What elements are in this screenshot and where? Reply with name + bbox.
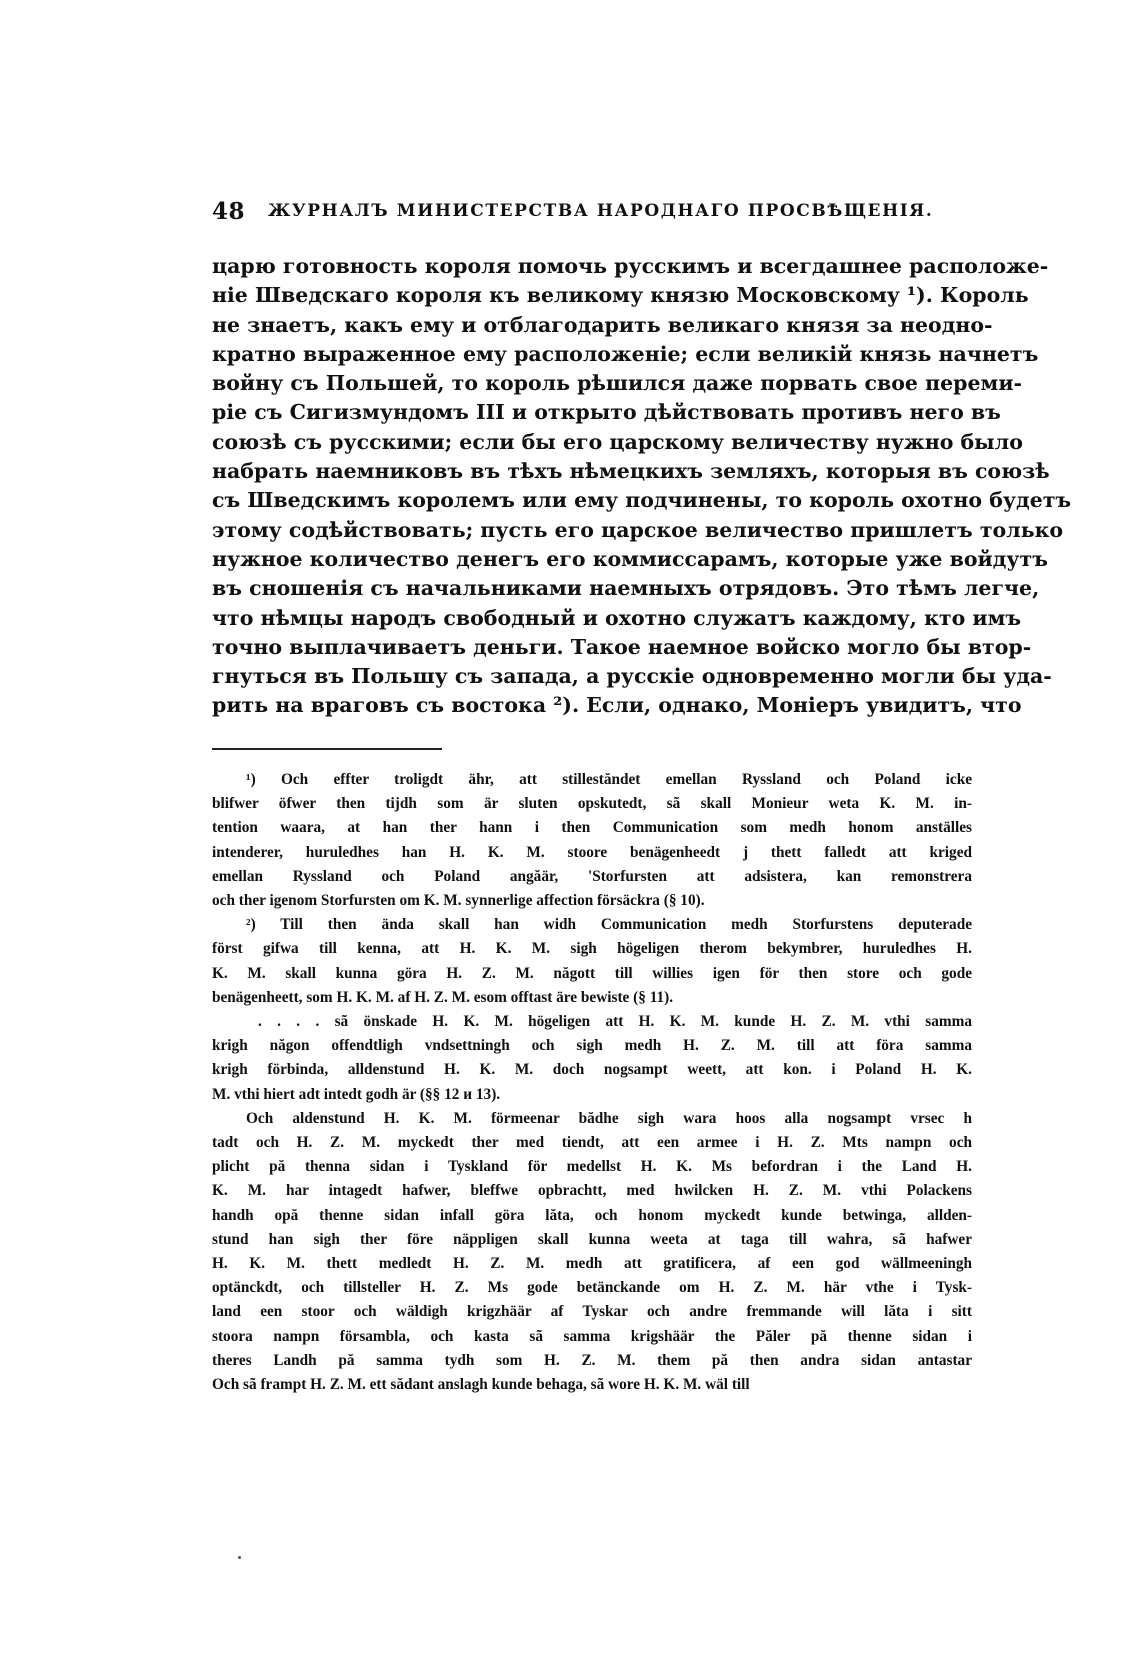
footnote-line: handh opă thenne sidan infall göra lăta, och honom myckedt kunde betwinga, allden- (212, 1206, 972, 1224)
footnote-line: benägenheett, som H. K. M. af H. Z. M. esom offtast äre bewiste (§ 11). (212, 988, 674, 1006)
footnote-line: plicht pă thenna sidan i Tyskland för medellst H. K. Ms befordran i the Land H. (212, 1158, 972, 1176)
main-text-line: царю готовность короля помочь русскимъ и всегдашнее расположе- (212, 254, 1049, 278)
footnote-line: . . . . sã önskade H. K. M. högeligen att H. K. M. kunde H. Z. M. vthi samma (258, 1013, 972, 1031)
footnote-line: krigh năgon offendtligh vndsettningh och sigh medh H. Z. M. till att föra samma (212, 1037, 972, 1055)
footnote-separator-rule (212, 748, 442, 750)
main-text-line: ріе съ Сигизмундомъ III и открыто дѣйствовать противъ него въ (212, 400, 1001, 425)
main-text-line: союзѣ съ русскими; если бы его царскому величеству нужно было (212, 429, 1023, 454)
footnote-line: stund han sigh ther före näppligen skall kunna weeta at taga till wahra, sã hafwer (212, 1230, 972, 1248)
footnote-line: Och sã frampt H. Z. M. ett sădant anslagh kunde behaga, sã wore H. K. M. wäl till (212, 1376, 750, 1394)
footnote-line: tention waara, at han ther hann i then Communication som medh honom anställes (212, 819, 972, 837)
main-text-line: точно выплачиваетъ деньги. Такое наемное войско могло бы втор- (212, 634, 1032, 659)
footnote-line: och ther igenom Storfursten om K. M. synnerlige affection försäckra (§ 10). (212, 892, 705, 910)
footnote-paragraph (212, 1107, 972, 1397)
main-text-line: въ сношенія съ начальниками наемныхъ отрядовъ. Это тѣмъ легче, (212, 576, 1040, 601)
footnote-paragraph (212, 913, 972, 1010)
footnote-line: H. K. M. thett medledt H. Z. M. medh att gratificera, af een god wällmeeningh (212, 1255, 972, 1273)
page-header (212, 198, 972, 228)
running-title: ЖУРНАЛЪ МИНИСТЕРСТВА НАРОДНАГО ПРОСВѢЩЕНІЯ. (268, 201, 934, 221)
footnote-line: land een stoor och wäldigh krigzhäär af Tyskar och andre fremmande will lăta i sitt (212, 1303, 972, 1321)
footnote-line: Och aldenstund H. K. M. förmeenar bădhe sigh wara hoos alla nogsampt vrsec h (246, 1109, 972, 1127)
footnote-line: först gifwa till kenna, att H. K. M. sigh högeligen therom bekymbrer, huruledhes H. (212, 940, 972, 958)
main-text-line: гнуться въ Польшу съ запада, а русскіе одновременно могли бы уда- (212, 664, 1052, 689)
main-text-line: кратно выраженное ему расположеніе; если великій князь начнетъ (212, 341, 1039, 366)
print-speck (238, 1556, 241, 1559)
footnote-line: theres Landh pă samma tydh som H. Z. M. them pă then andra sidan antastar (212, 1351, 972, 1369)
footnote-line: M. vthi hiert adt intedt godh är (§§ 12 и 13). (212, 1085, 501, 1103)
footnote-line: tadt och H. Z. M. myckedt ther med tiendt, att een armee i H. Z. Mts nampn och (212, 1134, 972, 1152)
footnote-line: intenderer, huruledhes han H. K. M. stoore benägenheedt j thett falledt att kriged (212, 843, 972, 861)
footnote-line: krigh förbinda, alldenstund H. K. M. doch nogsampt weett, att kon. i Poland H. K. (212, 1061, 972, 1079)
footnote-line: ¹) Och effter troligdt ähr, att stillestăndet emellan Ryssland och Poland icke (246, 771, 972, 788)
main-text-line: набрать наемниковъ въ тѣхъ нѣмецкихъ земляхъ, которыя въ союзѣ (212, 459, 1050, 484)
main-text-line: съ Шведскимъ королемъ или ему подчинены, то король охотно будетъ (212, 488, 1072, 513)
main-text-line: не знаетъ, какъ ему и отблагодарить великаго князя за неодно- (212, 312, 993, 337)
footnote-paragraph (212, 1010, 972, 1107)
footnote-line: optänckdt, och tillsteller H. Z. Ms gode betänckande om H. Z. M. här vthe i Tysk- (212, 1279, 972, 1297)
footnote-line: emellan Ryssland och Poland angăär, 'Storfursten att adsistera, kan remonstrera (212, 867, 972, 885)
main-text-body (212, 252, 1072, 721)
main-text-line: нужное количество денегъ его коммиссарамъ, которые уже войдутъ (212, 546, 1048, 571)
main-text-line: войну съ Польшей, то король рѣшился даже порвать свое переми- (212, 371, 1023, 396)
main-text-line: этому содѣйствовать; пусть его царское величество пришлетъ только (212, 517, 1064, 542)
footnotes-block (212, 768, 972, 1397)
page-number: 48 (212, 198, 246, 225)
main-text-line: что нѣмцы народъ свободный и охотно служатъ каждому, кто имъ (212, 605, 1022, 630)
footnote-line: K. M. har intagedt hafwer, bleffwe opbrachtt, med hwilcken H. Z. M. vthi Polackens (212, 1182, 972, 1200)
main-text-line: ніе Шведскаго короля къ великому князю Московскому ¹). Король (212, 283, 1029, 308)
footnote-line: blifwer öfwer then tijdh som är sluten opskutedt, sã skall Monieur weta K. M. in- (212, 795, 972, 813)
main-text-line: рить на враговъ съ востока ²). Если, однако, Моніеръ увидитъ, что (212, 693, 1022, 718)
footnote-line: ²) Till then ända skall han widh Communication medh Storfurstens deputerade (246, 916, 972, 934)
footnote-line: stoora nampn försambla, och kasta sã samma krigshäär the Păler pă thenne sidan i (212, 1327, 972, 1345)
footnote-paragraph (212, 768, 972, 913)
footnote-line: K. M. skall kunna göra H. Z. M. năgott till willies igen för then store och gode (212, 964, 972, 982)
